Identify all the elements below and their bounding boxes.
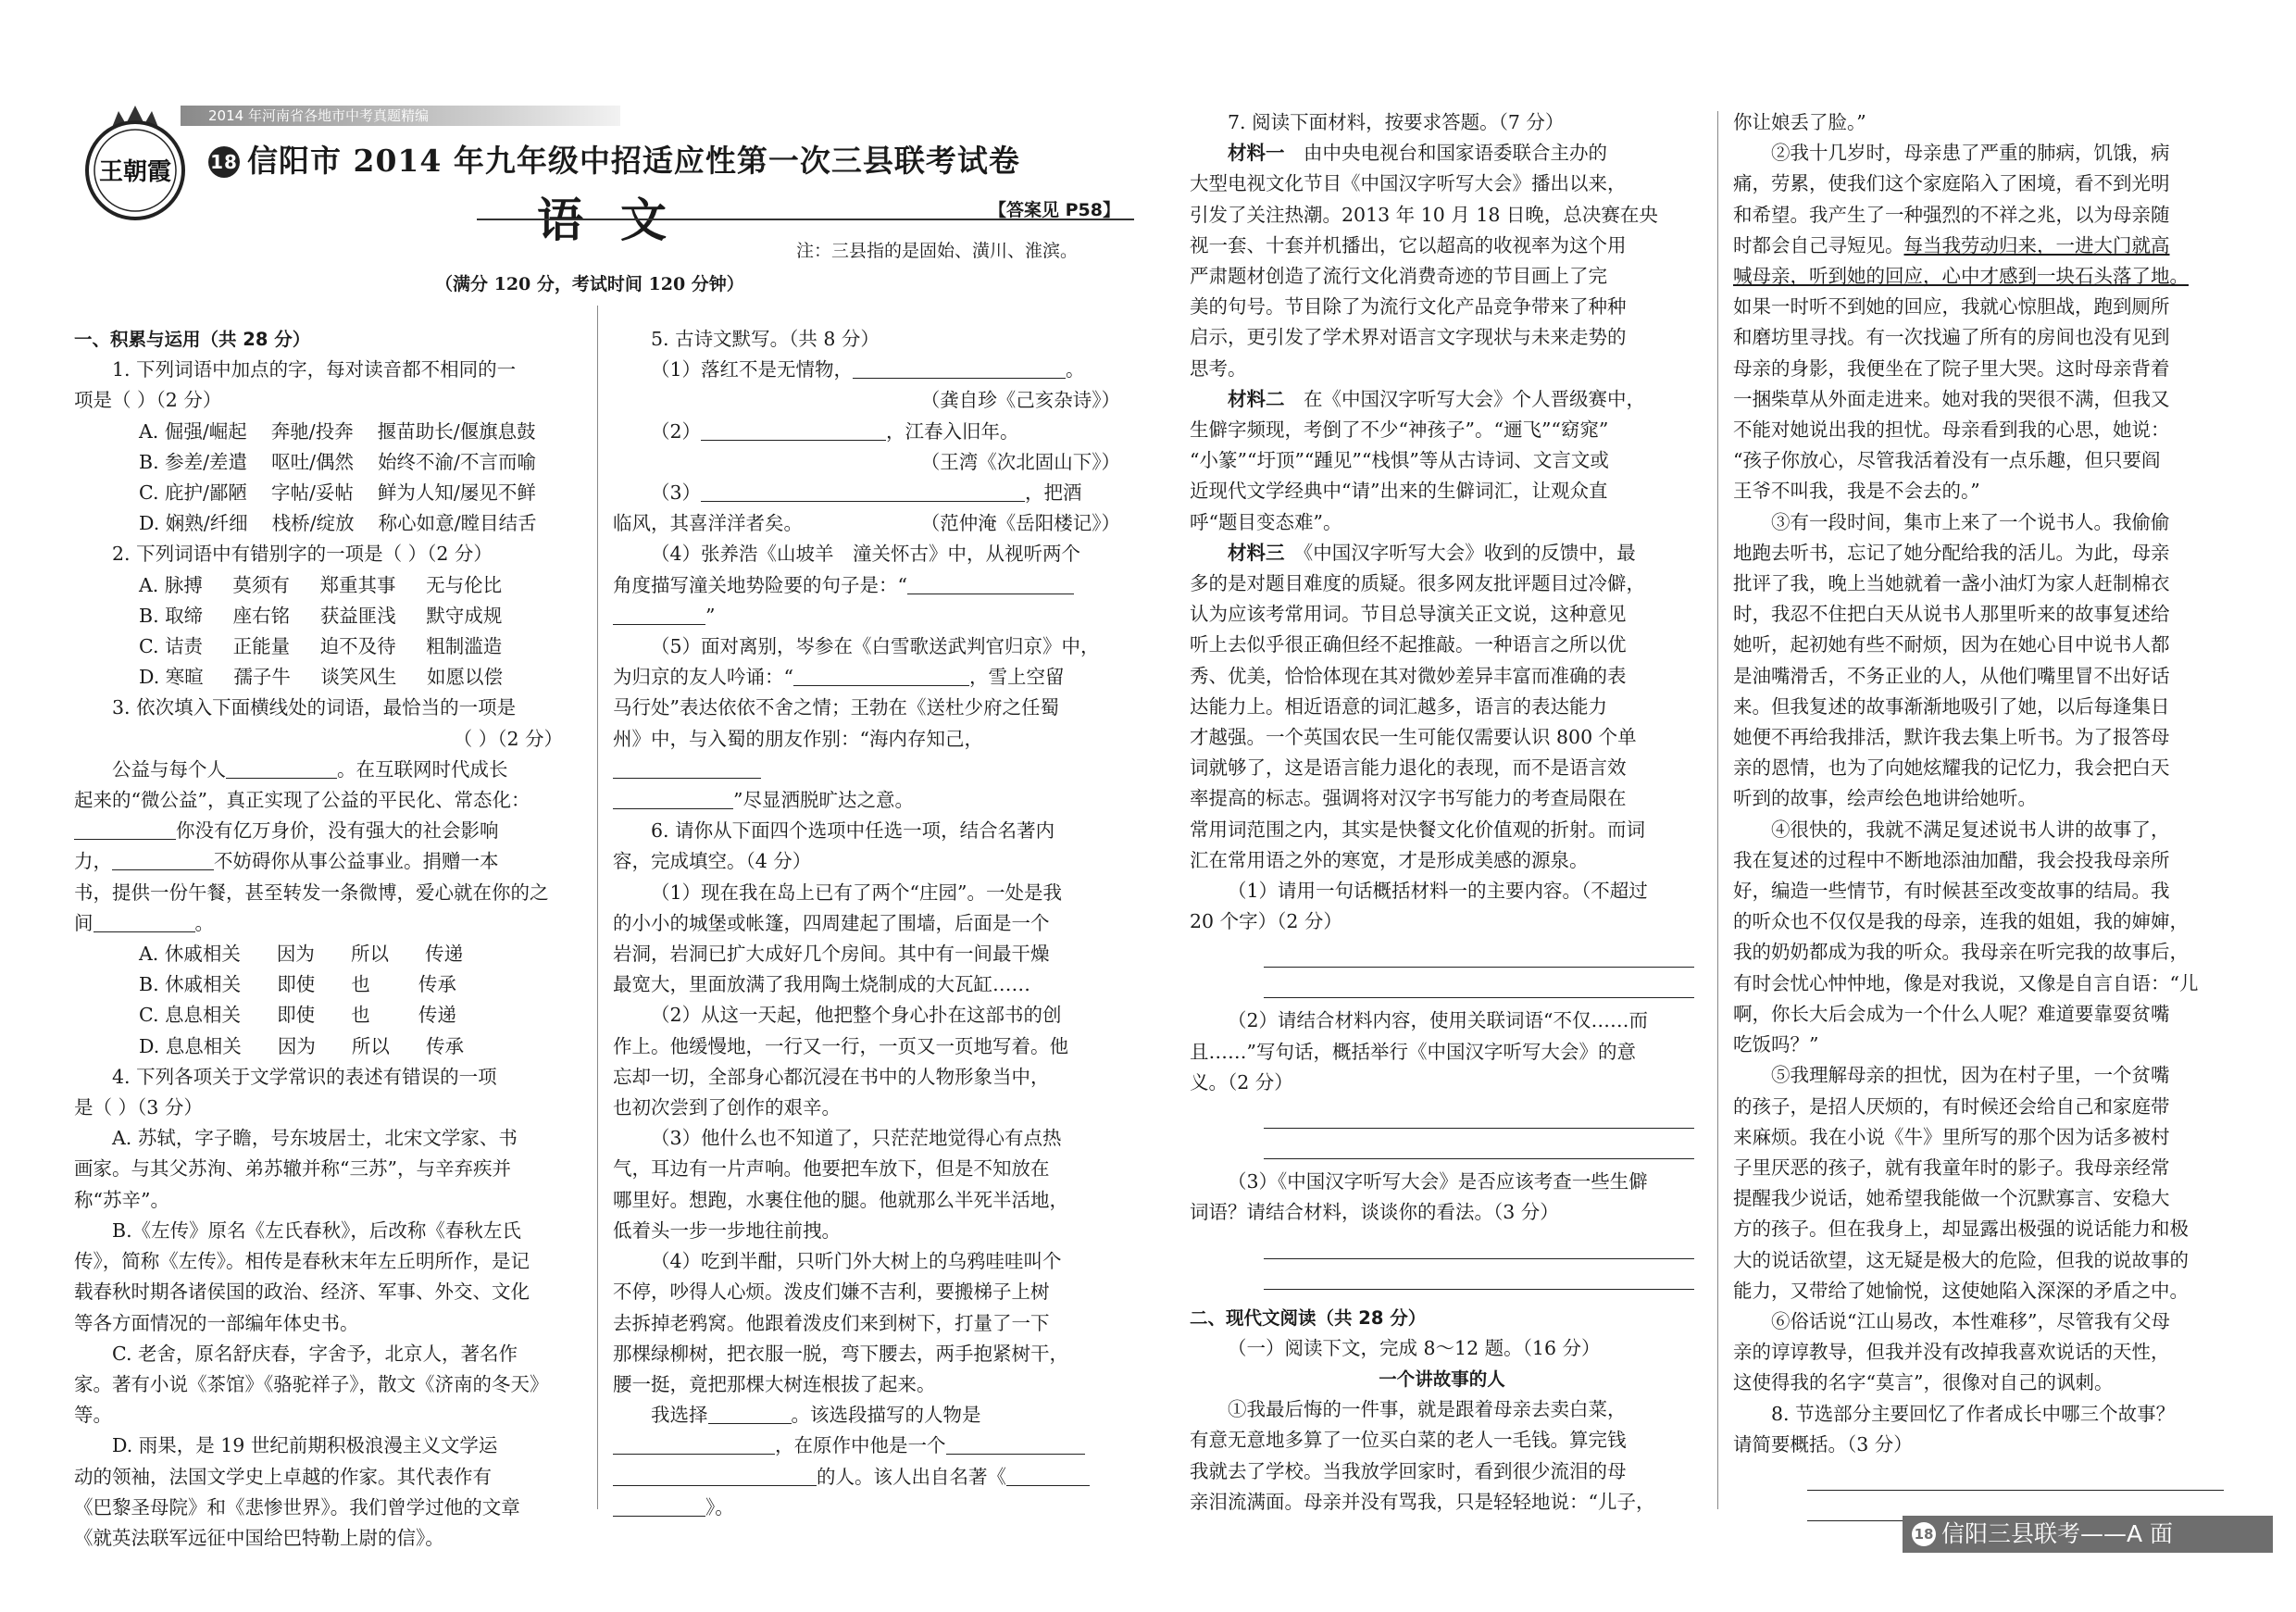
column-4 bbox=[1733, 107, 2224, 1521]
score-info: （满分 120 分，考试时间 120 分钟） bbox=[435, 274, 744, 294]
para-5-line-2: 的孩子，是招人厌烦的，有时候还会给自己和家庭带 bbox=[1733, 1094, 2170, 1118]
q1-option-d: D. 娴熟/纤细 栈桥/绽放 称心如意/瞠目结舌 bbox=[139, 512, 537, 535]
q6-fill-1: 我选择 。该选段描写的人物是 bbox=[651, 1404, 981, 1427]
q4-a-1: A. 苏轼，字子瞻，号东坡居士，北宋文学家、书 bbox=[112, 1127, 518, 1150]
q6-fill-2: ，在原作中他是一个 bbox=[613, 1431, 1120, 1461]
q6-1-2: 的小小的城堡或帐篷，四周建起了围墙，后面是一个 bbox=[613, 911, 1050, 934]
q6-2-2: 作上。他缓慢地，一行又一行，一页又一页地写着。他 bbox=[613, 1034, 1068, 1057]
material-2-line-3: “小篆”“圩顶”“踵见”“栈惧”等从古诗词、文言文或 bbox=[1190, 449, 1609, 472]
para-5-line-4: 子里厌恶的孩子，就有我童年时的影子。我母亲经常 bbox=[1733, 1156, 2170, 1179]
material-1-line-8: 思考。 bbox=[1190, 356, 1247, 380]
material-2-label: 材料二 bbox=[1228, 387, 1285, 410]
material-3-line-1: 材料三 《中国汉字听写大会》收到的反馈中，最 bbox=[1228, 541, 1636, 564]
q6-blank-2[interactable] bbox=[613, 1433, 775, 1455]
q5-blank-8[interactable] bbox=[613, 788, 733, 809]
para-3-line-9: 亲的恩情，也为了向她炫耀我的记忆力，我会把白天 bbox=[1733, 756, 2170, 780]
para-3-line-3: 批评了我，晚上当她就着一盏小油灯为家人赶制棉衣 bbox=[1733, 572, 2170, 595]
para-5-line-6: 方的孩子。但在我身上，却显露出极强的说话能力和极 bbox=[1733, 1218, 2189, 1241]
q5-stem: 5. 古诗文默写。（共 8 分） bbox=[651, 328, 880, 350]
para-3-line-2: 地跑去听书，忘记了她分配给我的活儿。为此，母亲 bbox=[1733, 541, 2170, 564]
q4-d-2: 动的领袖，法国文学史上卓越的作家。其代表作有 bbox=[74, 1465, 492, 1488]
material-1-line-3: 引发了关注热潮。2013 年 10 月 18 日晚，总决赛在央 bbox=[1190, 203, 1658, 226]
q5-1-source: （龚自珍《己亥杂诗》） bbox=[920, 389, 1120, 412]
publisher-logo bbox=[74, 102, 196, 224]
q2-option-b: B. 取缔 座右铭 获益匪浅 默守成规 bbox=[139, 604, 503, 627]
para-3-line-6: 是油嘴滑舌，不务正业的人，从他们嘴里冒不出好话 bbox=[1733, 664, 2170, 687]
q5-5-line-4: 州》中，与入蜀的朋友作别：“海内存知己， bbox=[613, 724, 1120, 785]
q5-blank-3[interactable] bbox=[701, 481, 1025, 502]
para-6-line-2: 亲的谆谆教导，但我并没有改掉我喜欢说话的天性， bbox=[1733, 1341, 2170, 1364]
para-2-line-9: 一捆柴草从外面走进来。她对我的哭很不满，但我又 bbox=[1733, 387, 2170, 410]
q6-2-3: 忘却一切，全部身心都沉浸在书中的人物形象当中， bbox=[613, 1065, 1050, 1088]
para-5-line-1: ⑤我理解母亲的担忧，因为在村子里，一个贫嘴 bbox=[1771, 1064, 2170, 1087]
para-2-line-2: 痛，劳累，使我们这个家庭陷入了困境，看不到光明 bbox=[1733, 172, 2170, 195]
q3-para-line-2: 起来的“微公益”，真正实现了公益的平民化、常态化： bbox=[74, 789, 530, 812]
q5-5-line-5: ”尽显洒脱旷达之意。 bbox=[613, 785, 1120, 816]
para-1-line-2: 有意无意地多算了一位买白菜的老人一毛钱。算完钱 bbox=[1190, 1429, 1627, 1452]
material-3-line-10: 常用词范围之内，其实是快餐文化价值观的折射。而词 bbox=[1190, 818, 1645, 841]
material-1-line-5: 严肃题材创造了流行文化消费奇迹的节目画上了完 bbox=[1190, 265, 1607, 288]
logo-text: 王朝霞 bbox=[98, 158, 172, 186]
q6-3-2: 气，耳边有一片声响。他要把车放下，但是不知放在 bbox=[613, 1157, 1050, 1181]
q6-1-3: 岩洞，岩洞已扩大成好几个房间。其中有一间最干燥 bbox=[613, 943, 1050, 966]
series-text: 2014 年河南省各地市中考真题精编 bbox=[208, 107, 429, 124]
q7-1-line-2: 20 个字）（2 分） bbox=[1190, 910, 1342, 933]
material-1-label: 材料一 bbox=[1228, 142, 1285, 165]
exam-title bbox=[208, 137, 1020, 181]
q6-2-4: 也初次尝到了创作的艰辛。 bbox=[613, 1096, 841, 1119]
q3-option-d: D. 息息相关 因为 所以 传承 bbox=[139, 1034, 465, 1057]
material-3-line-9: 率提高的标志。强调将对汉字书写能力的考查局限在 bbox=[1190, 787, 1627, 810]
para-2-line-3: 和希望。我产生了一种强烈的不祥之兆，以为母亲随 bbox=[1733, 203, 2170, 226]
page-footer bbox=[1903, 1516, 2273, 1553]
q3-option-a: A. 休戚相关 因为 所以 传递 bbox=[139, 943, 464, 966]
q6-4-3: 去拆掉老鸦窝。他跟着泼皮们来到树下，打量了一下 bbox=[613, 1311, 1050, 1334]
q6-4-1: （4）吃到半酣，只听门外大树上的乌鸦哇哇叫个 bbox=[651, 1250, 1062, 1273]
para-4-line-4: 的听众也不仅仅是我的母亲，连我的姐姐，我的婶婶， bbox=[1733, 910, 2189, 933]
para-4-line-3: 好，编造一些情节，有时候甚至改变故事的结局。我 bbox=[1733, 880, 2170, 903]
para-3-line-10: 听到的故事，绘声绘色地讲给她听。 bbox=[1733, 787, 2037, 810]
para-6-line-3: 这使得我的名字“莫言”，很像对自己的讽刺。 bbox=[1733, 1371, 2114, 1394]
q3-option-c: C. 息息相关 即使 也 传递 bbox=[139, 1004, 456, 1027]
q4-a-2: 画家。与其父苏洵、弟苏辙并称“三苏”，与辛弃疾并 bbox=[74, 1157, 511, 1181]
material-1-line-2: 大型电视文化节目《中国汉字听写大会》播出以来， bbox=[1190, 172, 1627, 195]
q6-fill-4: 》。 bbox=[613, 1493, 1120, 1523]
q6-3-3: 哪里好。想跑，水裹住他的腿。他就那么半死半活地， bbox=[613, 1188, 1068, 1211]
exam-number-badge: 18 bbox=[208, 146, 240, 178]
q7-1-line-1: （1）请用一句话概括材料一的主要内容。（不超过 bbox=[1228, 880, 1648, 903]
section-1-heading: 一、积累与运用（共 28 分） bbox=[74, 329, 311, 350]
q5-blank-4[interactable] bbox=[907, 573, 1074, 594]
q3-para-line-1: 公益与每个人 。在互联网时代成长 bbox=[112, 757, 508, 781]
q6-blank-3[interactable] bbox=[946, 1433, 1085, 1455]
q7-3-answer-line-2[interactable] bbox=[1264, 1259, 1694, 1290]
column-2 bbox=[613, 324, 1120, 1523]
q7-3-line-1: （3）《中国汉字听写大会》是否应该考查一些生僻 bbox=[1228, 1170, 1648, 1193]
q4-d-1: D. 雨果，是 19 世纪前期积极浪漫主义文学运 bbox=[112, 1434, 498, 1457]
q2-option-d: D. 寒暄 孺子牛 谈笑风生 如愿以偿 bbox=[139, 666, 503, 689]
series-banner bbox=[181, 106, 620, 126]
material-1-line-4: 视一套、十套并机播出，它以超高的收视率为这个用 bbox=[1190, 233, 1627, 256]
q8-answer-line-1[interactable] bbox=[1807, 1460, 2224, 1491]
q6-2-1: （2）从这一天起，他把整个身心扑在这部书的创 bbox=[651, 1004, 1062, 1027]
q5-blank-5[interactable] bbox=[613, 604, 705, 625]
material-3-line-7: 才越强。一个英国农民一生可能仅需要认识 800 个单 bbox=[1190, 726, 1637, 749]
material-3-line-5: 秀、优美，恰恰体现在其对微妙差异丰富而准确的表 bbox=[1190, 664, 1627, 687]
q3-blank-2[interactable] bbox=[74, 818, 176, 840]
q1-line-2: 项是（ ）（2 分） bbox=[74, 389, 222, 412]
para-5-line-5: 提醒我少说话，她希望我能做一个沉默寡言、安稳大 bbox=[1733, 1187, 2170, 1210]
q2-option-a: A. 脉搏 莫须有 郑重其事 无与伦比 bbox=[139, 573, 503, 596]
q3-para-line-4: 力， 不妨碍你从事公益事业。捐赠一本 bbox=[74, 850, 499, 873]
q7-2-answer-line-2[interactable] bbox=[1264, 1129, 1694, 1159]
part-1-heading: （一）阅读下文，完成 8～12 题。（16 分） bbox=[1228, 1336, 1601, 1359]
q1-line-1: 1. 下列词语中加点的字，每对读音都不相同的一 bbox=[112, 358, 517, 381]
q1-option-b: B. 参差/差遣 呕吐/偶然 始终不渝/不言而喻 bbox=[139, 450, 536, 473]
column-divider-left bbox=[597, 306, 598, 1509]
q6-3-4: 低着头一步一步地往前拽。 bbox=[613, 1218, 841, 1242]
underlined-sentence-1: 每当我劳动归来，一进大门就高 bbox=[1903, 233, 2170, 256]
q7-2-line-1: （2）请结合材料内容，使用关联词语“不仅……而 bbox=[1228, 1009, 1649, 1032]
q6-1-4: 最宽大，里面放满了我用陶土烧制成的大瓦缸…… bbox=[613, 973, 1030, 996]
q4-line-2: 是（ ）（3 分） bbox=[74, 1096, 203, 1119]
q2-option-c: C. 诘责 正能量 迫不及待 粗制滥造 bbox=[139, 635, 503, 658]
para-4-line-5: 我的奶奶都成为我的听众。我母亲在听完我的故事后， bbox=[1733, 941, 2189, 964]
q6-fill-3: 的人。该人出自名著《 bbox=[613, 1462, 1120, 1493]
para-3-line-8: 她便不再给我排活，默许我去集上听书。为了报答母 bbox=[1733, 726, 2170, 749]
footer-number-badge: 18 bbox=[1912, 1522, 1936, 1546]
q7-stem: 7. 阅读下面材料，按要求答题。（7 分） bbox=[1228, 111, 1565, 133]
para-5-line-8: 能力，又带给了她愉悦，这使她陷入深深的矛盾之中。 bbox=[1733, 1279, 2189, 1302]
subject-title: 语文 bbox=[537, 193, 704, 247]
q5-1: （1）落红不是无情物， 。 bbox=[651, 358, 1085, 381]
q5-3: （3） ，把酒 bbox=[651, 481, 1082, 505]
q7-1-answer-line-1[interactable] bbox=[1264, 937, 1694, 968]
para-2-line-7: 和磨坊里寻找。有一次找遍了所有的房间也没有见到 bbox=[1733, 326, 2170, 349]
q6-4-4: 那棵绿柳树，把衣服一脱，弯下腰去，两手抱紧树干， bbox=[613, 1342, 1068, 1365]
q5-3-source: （范仲淹《岳阳楼记》） bbox=[920, 512, 1120, 535]
para-6-line-1: ⑥俗话说“江山易改，本性难移”，尽管我有父母 bbox=[1771, 1309, 2170, 1332]
material-3-line-2: 多的是对题目难度的质疑。很多网友批评题目过冷僻， bbox=[1190, 572, 1645, 595]
material-1-line-1: 材料一 由中央电视台和国家语委联合主办的 bbox=[1228, 142, 1607, 165]
para-1-line-3: 我就去了学校。当我放学回家时，看到很少流泪的母 bbox=[1190, 1459, 1627, 1482]
q8-line-2: 请简要概括。（3 分） bbox=[1733, 1432, 1913, 1456]
story-title: 一个讲故事的人 bbox=[1379, 1368, 1505, 1390]
q6-3-1: （3）他什么也不知道了，只茫茫地觉得心有点热 bbox=[651, 1127, 1062, 1150]
para-1-line-1: ①我最后悔的一件事，就是跟着母亲去卖白菜， bbox=[1228, 1398, 1627, 1421]
q3-para-line-6: 间 。 bbox=[74, 911, 214, 934]
q7-3-answer-line-1[interactable] bbox=[1264, 1229, 1694, 1259]
q5-5-line-2: 为归京的友人吟诵：“ ，雪上空留 bbox=[613, 666, 1065, 689]
material-2-line-4: 近现代文学经典中“请”出来的生僻词汇，让观众直 bbox=[1190, 480, 1608, 503]
material-3-line-6: 达能力上。相近语意的词汇越多，语言的表达能力 bbox=[1190, 694, 1607, 718]
para-4-line-1: ④很快的，我就不满足复述说书人讲的故事了， bbox=[1771, 818, 2170, 841]
material-3-line-4: 听上去似乎很正确但经不起推敲。一种语言之所以优 bbox=[1190, 633, 1627, 656]
q4-b-3: 载春秋时期各诸侯国的政治、经济、军事、外交、文化 bbox=[74, 1281, 530, 1304]
q5-2-source: （王湾《次北固山下》） bbox=[920, 450, 1120, 473]
q4-c-2: 家。著有小说《茶馆》《骆驼祥子》，散文《济南的冬天》等。 bbox=[74, 1372, 549, 1427]
para-4-line-2: 我在复述的过程中不断地添油加醋，我会投我母亲所 bbox=[1733, 848, 2170, 871]
material-2-line-1: 材料二 在《中国汉字听写大会》个人晋级赛中， bbox=[1228, 387, 1645, 410]
q3-option-b: B. 休戚相关 即使 也 传承 bbox=[139, 973, 456, 996]
para-3-line-1: ③有一段时间，集市上来了一个说书人。我偷偷 bbox=[1771, 510, 2170, 533]
material-3-label: 材料三 bbox=[1228, 541, 1285, 564]
material-1-line-6: 美的句号。节目除了为流行文化产品竞争带来了种种 bbox=[1190, 295, 1627, 319]
q5-4-line-1: （4）张养浩《山坡羊 潼关怀古》中，从视听两个 bbox=[651, 543, 1081, 566]
para-4-line-7: 啊，你长大后会成为一个什么人呢？难道要靠耍贫嘴 bbox=[1733, 1002, 2170, 1025]
q3-para-line-3: 你没有亿万身价，没有强大的社会影响 bbox=[74, 816, 581, 846]
para-2-line-12: 王爷不叫我，我是不会去的。” bbox=[1733, 480, 1980, 503]
q7-2-line-3: 义。（2 分） bbox=[1190, 1070, 1293, 1093]
q6-blank-1[interactable] bbox=[708, 1403, 792, 1424]
q6-line-1: 6. 请你从下面四个选项中任选一项，结合名著内 bbox=[651, 819, 1055, 843]
q5-3b: 临风，其喜洋洋者矣。 （范仲淹《岳阳楼记》） bbox=[613, 508, 1120, 539]
q5-2: （2） ，江春入旧年。 bbox=[651, 419, 1019, 443]
exam-title-text: 信阳市 2014 年九年级中招适应性第一次三县联考试卷 bbox=[247, 143, 1020, 179]
para-3-line-7: 来。但我复述的故事渐渐地吸引了她，以后每逢集日 bbox=[1733, 694, 2170, 718]
q6-4-2: 不停，吵得人心烦。泼皮们嫌不吉利，要搬梯子上树 bbox=[613, 1281, 1050, 1304]
q7-3-line-2: 词语？请结合材料，谈谈你的看法。（3 分） bbox=[1190, 1201, 1559, 1224]
q8-line-1: 8. 节选部分主要回忆了作者成长中哪三个故事？ bbox=[1771, 1402, 2176, 1425]
q4-d-4: 《就英法联军远征中国给巴特勒上尉的信》。 bbox=[74, 1526, 444, 1549]
column-divider-right bbox=[1717, 111, 1718, 1509]
material-3-line-8: 词就够了，这是语言能力退化的表现，而不是语言效 bbox=[1190, 756, 1627, 780]
para-2-line-5: 喊母亲，听到她的回应，心中才感到一块石头落了地。 bbox=[1733, 265, 2189, 288]
para-3-line-4: 时，我忍不住把白天从说书人那里听来的故事复述给 bbox=[1733, 603, 2170, 626]
footer-text: 信阳三县联考——A 面 bbox=[1941, 1520, 2174, 1547]
q4-a-3: 称“苏辛”。 bbox=[74, 1188, 169, 1211]
para-2-line-6: 如果一时听不到她的回应，我就心惊胆战，跑到厕所 bbox=[1733, 295, 2170, 319]
county-note: 注：三县指的是固始、潢川、淮滨。 bbox=[796, 241, 1079, 261]
q1-option-c: C. 庇护/鄙陋 字帖/妥帖 鲜为人知/屡见不鲜 bbox=[139, 481, 536, 505]
para-2-line-10: 不能对她说出我的担忧。母亲看到我的心思，她说： bbox=[1733, 419, 2170, 442]
material-3-line-11: 汇在常用语之外的寒宽，才是形成美感的源泉。 bbox=[1190, 848, 1589, 871]
q5-blank-7[interactable] bbox=[613, 757, 761, 779]
q6-blank-4[interactable] bbox=[613, 1465, 817, 1486]
para-2-line-4: 时都会自己寻短见。每当我劳动归来，一进大门就高 bbox=[1733, 233, 2170, 256]
q5-blank-1[interactable] bbox=[853, 357, 1066, 379]
para-2-line-11: “孩子你放心，尽管我活着没有一点乐趣，但只要阎 bbox=[1733, 449, 2161, 472]
para-3-line-5: 她听，起初她有些不耐烦，因为在她心目中说书人都 bbox=[1733, 633, 2170, 656]
section-2-heading: 二、现代文阅读（共 28 分） bbox=[1190, 1306, 1427, 1329]
material-2-line-2: 生僻字频现，考倒了不少“神孩子”。“逦飞”“窈窕” bbox=[1190, 419, 1609, 442]
q4-b-4: 等各方面情况的一部编年体史书。 bbox=[74, 1311, 359, 1334]
para-1-end: 你让娘丢了脸。” bbox=[1733, 111, 1866, 133]
q4-b-2: 传》，简称《左传》。相传是春秋末年左丘明所作，是记 bbox=[74, 1250, 530, 1273]
q6-line-2: 容，完成填空。（4 分） bbox=[613, 850, 812, 873]
column-3 bbox=[1190, 107, 1694, 1518]
q6-1-1: （1）现在我在岛上已有了两个“庄园”。一处是我 bbox=[651, 881, 1063, 904]
q3-blank-1[interactable] bbox=[226, 757, 337, 779]
q4-d-3: 《巴黎圣母院》和《悲惨世界》。我们曾学过他的文章 bbox=[74, 1495, 520, 1518]
column-1 bbox=[74, 324, 581, 1554]
q4-b-1: B.《左传》原名《左氏春秋》，后改称《春秋左氏 bbox=[112, 1218, 521, 1242]
material-1-line-7: 启示，更引发了学术界对语言文字现状与未来走势的 bbox=[1190, 326, 1627, 349]
q5-blank-2[interactable] bbox=[701, 419, 886, 441]
para-2-line-1: ②我十几岁时，母亲患了严重的肺病，饥饿，病 bbox=[1771, 142, 2170, 165]
q4-line-1: 4. 下列各项关于文学常识的表述有错误的一项 bbox=[112, 1065, 497, 1088]
q6-blank-6[interactable] bbox=[613, 1495, 705, 1517]
q4-c-1: C. 老舍，原名舒庆春，字舍予，北京人，著名作 bbox=[112, 1342, 518, 1365]
q7-1-answer-line-2[interactable] bbox=[1264, 968, 1694, 998]
q5-blank-6[interactable] bbox=[793, 665, 969, 686]
q7-2-answer-line-1[interactable] bbox=[1264, 1098, 1694, 1129]
q3-blank-4[interactable] bbox=[94, 911, 195, 932]
q5-4-line-2: 角度描写潼关地势险要的句子是：“ bbox=[613, 570, 1120, 601]
q6-4-5: 腰一挺，竟把那棵大树连根拔了起来。 bbox=[613, 1372, 936, 1395]
q2-stem: 2. 下列词语中有错别字的一项是（ ）（2 分） bbox=[112, 543, 493, 566]
para-5-line-7: 大的说话欲望，这无疑是极大的危险，但我的说故事的 bbox=[1733, 1248, 2189, 1271]
q5-5-line-3: 马行处”表达依依不舍之情；王勃在《送杜少府之任蜀 bbox=[613, 696, 1059, 719]
q3-blank-3[interactable] bbox=[112, 849, 214, 870]
para-4-line-8: 吃饭吗？” bbox=[1733, 1033, 1819, 1056]
q3-para-line-5: 书，提供一份午餐，甚至转发一条微博，爱心就在你的之 bbox=[74, 881, 549, 904]
para-4-line-6: 有时会忧心忡忡地，像是对我说，又像是自言自语：“儿 bbox=[1733, 971, 2199, 994]
q7-2-line-2: 且……”写句话，概括举行《中国汉字听写大会》的意 bbox=[1190, 1040, 1636, 1063]
q3-line-1: 3. 依次填入下面横线处的词语，最恰当的一项是 bbox=[112, 696, 517, 719]
answer-reference: 【答案见 P58】 bbox=[989, 200, 1120, 220]
para-5-line-3: 来麻烦。我在小说《牛》里所写的那个因为话多被村 bbox=[1733, 1125, 2170, 1148]
para-1-line-4: 亲泪流满面。母亲并没有骂我，只是轻轻地说：“儿子， bbox=[1190, 1490, 1655, 1513]
q1-option-a: A. 倔强/崛起 奔驰/投奔 揠苗助长/偃旗息鼓 bbox=[139, 419, 536, 443]
q5-5-line-1: （5）面对离别，岑参在《白雪歌送武判官归京》中， bbox=[651, 635, 1100, 658]
para-2-line-8: 母亲的身影，我便坐在了院子里大哭。这时母亲背着 bbox=[1733, 356, 2170, 380]
q6-blank-5[interactable] bbox=[1006, 1465, 1090, 1486]
q3-line-2: （ ）（2 分） bbox=[453, 727, 563, 750]
material-2-line-5: 呼“题目变态难”。 bbox=[1190, 510, 1342, 533]
q5-4-line-3: ” bbox=[613, 601, 1120, 631]
material-3-line-3: 认为应该考常用词。节目总导演关正文说，这种意见 bbox=[1190, 603, 1627, 626]
